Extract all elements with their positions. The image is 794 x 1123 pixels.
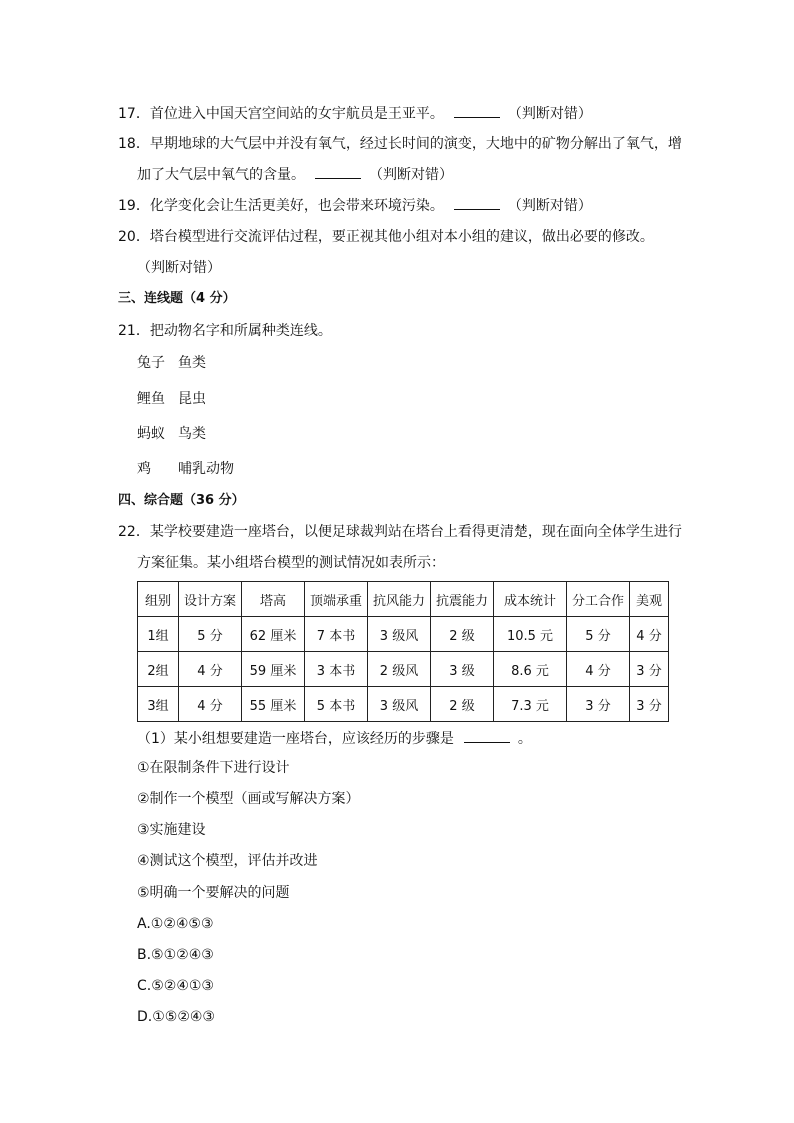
step-item: ③实施建设 <box>137 822 206 838</box>
table-cell: 2 级风 <box>368 652 431 687</box>
table-cell: 10.5 元 <box>494 617 567 652</box>
table-cell: 55 厘米 <box>242 687 305 722</box>
question-suffix: （判断对错） <box>369 167 453 183</box>
question-17 <box>118 103 592 124</box>
step-item: ①在限制条件下进行设计 <box>137 760 290 776</box>
table-cell: 3 分 <box>630 687 669 722</box>
table-cell: 2组 <box>138 652 179 687</box>
question-18-cont <box>137 164 453 185</box>
option-a[interactable]: A.①②④⑤③ <box>137 916 214 932</box>
question-number: 22． <box>118 524 150 540</box>
question-20 <box>118 227 654 247</box>
table-header-cell: 设计方案 <box>179 582 242 617</box>
table-cell: 3组 <box>138 687 179 722</box>
table-cell: 4 分 <box>630 617 669 652</box>
match-animal[interactable]: 鲤鱼 <box>137 391 165 407</box>
table-cell: 7 本书 <box>305 617 368 652</box>
question-suffix: （判断对错） <box>507 198 592 214</box>
question-text: 首位进入中国天宫空间站的女宇航员是王亚平。 <box>149 106 444 122</box>
table-cell: 3 分 <box>567 687 630 722</box>
step-item: ②制作一个模型（画或写解决方案） <box>137 791 360 807</box>
table-header-cell: 塔高 <box>242 582 305 617</box>
section-3-title: 三、连线题（4 分） <box>118 291 236 306</box>
table-row <box>138 687 669 722</box>
table-cell: 3 级风 <box>368 687 431 722</box>
table-cell: 62 厘米 <box>242 617 305 652</box>
table-cell: 4 分 <box>179 652 242 687</box>
answer-blank[interactable] <box>315 164 361 179</box>
option-d[interactable]: D.①⑤②④③ <box>137 1009 215 1025</box>
question-number: 17． <box>118 106 150 122</box>
tower-test-table <box>137 581 669 722</box>
table-header-cell: 成本统计 <box>494 582 567 617</box>
option-c[interactable]: C.⑤②④①③ <box>137 978 214 994</box>
sub-question-end: 。 <box>517 731 532 747</box>
table-cell: 5 分 <box>179 617 242 652</box>
question-text-line1: 早期地球的大气层中并没有氧气，经过长时间的演变，大地中的矿物分解出了氧气，增 <box>149 136 682 152</box>
question-text: 把动物名字和所属种类连线。 <box>149 323 332 339</box>
question-text-line2: 加了大气层中氧气的含量。 <box>137 167 305 183</box>
question-text-line1: 塔台模型进行交流评估过程，要正视其他小组对本小组的建议，做出必要的修改。 <box>149 229 654 245</box>
table-header-row <box>138 582 669 617</box>
section-4-title: 四、综合题（36 分） <box>118 493 245 508</box>
question-21 <box>118 321 332 341</box>
match-animal[interactable]: 兔子 <box>137 355 165 371</box>
table-row <box>138 652 669 687</box>
answer-blank[interactable] <box>464 728 510 743</box>
table-cell: 5 本书 <box>305 687 368 722</box>
question-18 <box>118 134 682 154</box>
table-cell: 59 厘米 <box>242 652 305 687</box>
table-header-cell: 抗风能力 <box>368 582 431 617</box>
table-row <box>138 617 669 652</box>
table-cell: 1组 <box>138 617 179 652</box>
question-number: 20． <box>118 229 150 245</box>
table-cell: 3 级风 <box>368 617 431 652</box>
match-animal[interactable]: 蚂蚁 <box>137 426 165 442</box>
option-b[interactable]: B.⑤①②④③ <box>137 947 214 963</box>
table-header-cell: 顶端承重 <box>305 582 368 617</box>
table-header-cell: 分工合作 <box>567 582 630 617</box>
table-cell: 7.3 元 <box>494 687 567 722</box>
table-cell: 4 分 <box>179 687 242 722</box>
question-suffix: （判断对错） <box>507 106 592 122</box>
match-category[interactable]: 昆虫 <box>178 391 206 407</box>
table-cell: 5 分 <box>567 617 630 652</box>
question-20-suffix: （判断对错） <box>137 260 221 276</box>
table-header-cell: 美观 <box>630 582 669 617</box>
question-number: 19． <box>118 198 150 214</box>
match-animal[interactable]: 鸡 <box>137 461 151 477</box>
answer-blank[interactable] <box>454 195 500 210</box>
sub-question-text: （1）某小组想要建造一座塔台，应该经历的步骤是 <box>137 731 454 747</box>
table-cell: 3 分 <box>630 652 669 687</box>
step-item: ⑤明确一个要解决的问题 <box>137 885 290 901</box>
table-cell: 8.6 元 <box>494 652 567 687</box>
question-19 <box>118 195 592 216</box>
match-category[interactable]: 鸟类 <box>178 426 206 442</box>
match-category[interactable]: 哺乳动物 <box>178 461 234 477</box>
question-22 <box>118 522 682 542</box>
question-text-line1: 某学校要建造一座塔台，以便足球裁判站在塔台上看得更清楚，现在面向全体学生进行 <box>149 524 682 540</box>
table-cell: 2 级 <box>431 617 494 652</box>
table-cell: 2 级 <box>431 687 494 722</box>
question-number: 18． <box>118 136 150 152</box>
answer-blank[interactable] <box>454 103 500 118</box>
table-cell: 3 级 <box>431 652 494 687</box>
table-header-cell: 组别 <box>138 582 179 617</box>
match-category[interactable]: 鱼类 <box>178 355 206 371</box>
question-text: 化学变化会让生活更美好，也会带来环境污染。 <box>149 198 444 214</box>
sub-question-1 <box>137 728 532 749</box>
table-header-cell: 抗震能力 <box>431 582 494 617</box>
step-item: ④测试这个模型，评估并改进 <box>137 853 318 869</box>
question-22-line2: 方案征集。某小组塔台模型的测试情况如表所示： <box>137 555 445 571</box>
table-cell: 3 本书 <box>305 652 368 687</box>
table-cell: 4 分 <box>567 652 630 687</box>
question-number: 21． <box>118 323 150 339</box>
